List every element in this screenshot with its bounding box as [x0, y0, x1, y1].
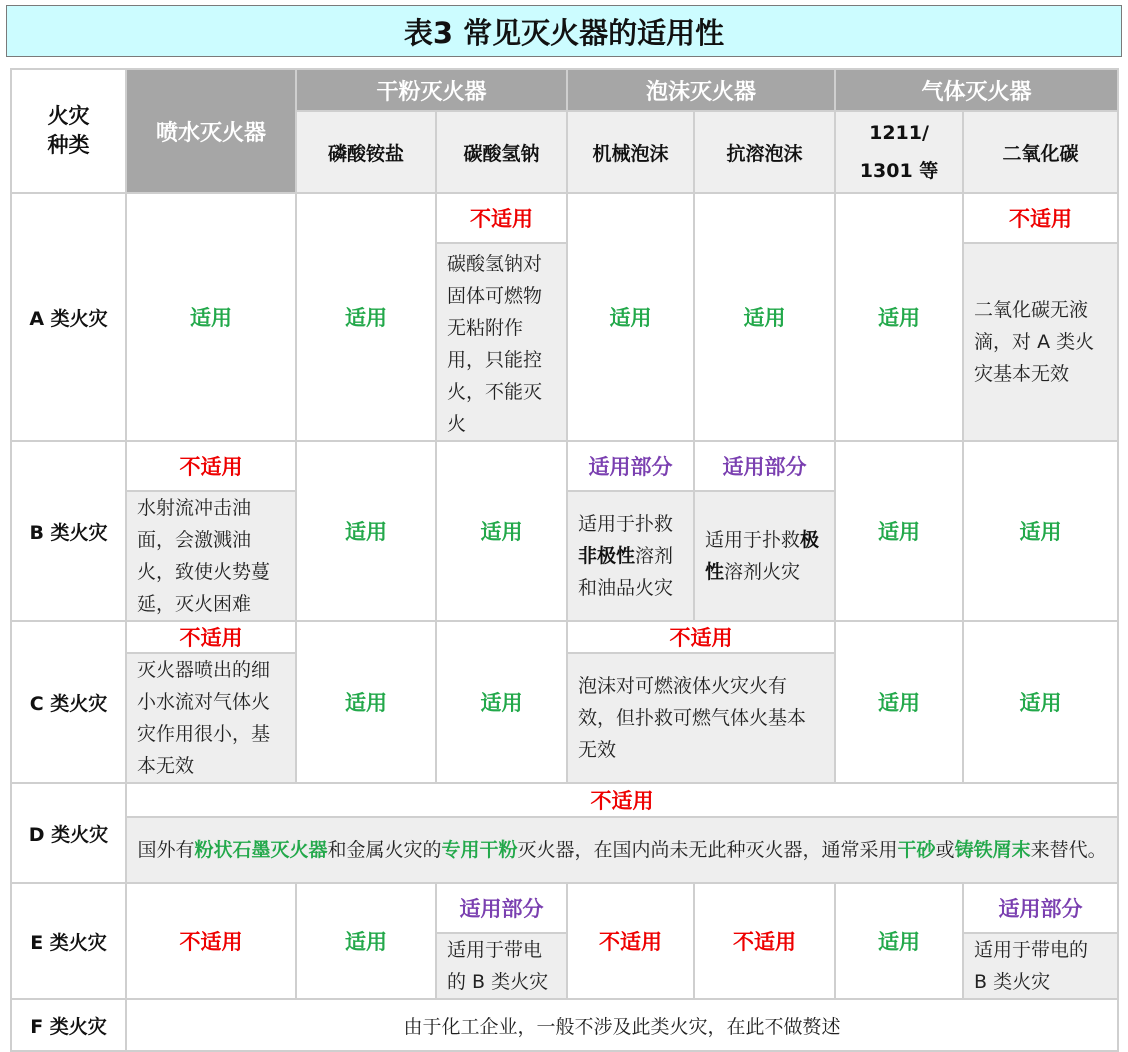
- b-anti-note-post: 溶剂火灾: [724, 561, 801, 583]
- b-mech-note-pre: 适用于扑救: [578, 513, 674, 535]
- header-foam: 泡沫灭火器: [567, 69, 835, 111]
- e-sodium-note: 适用于带电的 B 类火灾: [436, 933, 567, 999]
- a-co2: 不适用: [963, 193, 1118, 243]
- b-mechanical-foam: 适用部分: [567, 441, 694, 491]
- header-fire-type-line2: 种类: [47, 133, 90, 157]
- e-anti-foam: 不适用: [694, 883, 835, 999]
- a-sodium-note: 碳酸氢钠对固体可燃物无粘附作用，只能控火，不能灭火: [436, 243, 567, 441]
- table-title: 表3 常见灭火器的适用性: [6, 5, 1122, 57]
- b-ammonium: 适用: [296, 441, 436, 621]
- d-note-text-1: 国外有: [137, 839, 195, 861]
- b-mechanical-foam-note: [567, 491, 694, 621]
- b-halon: 适用: [835, 441, 963, 621]
- d-note-text-2: 和金属火灾的: [327, 839, 442, 861]
- header-fire-type-line1: 火灾: [47, 103, 90, 128]
- a-mechanical-foam: 适用: [567, 193, 694, 441]
- header-gas: 气体灭火器: [835, 69, 1118, 111]
- d-note-highlight-2: 专用干粉: [441, 839, 518, 861]
- header-alcohol-resistant-foam: 抗溶泡沫: [694, 111, 835, 193]
- e-water: 不适用: [126, 883, 296, 999]
- e-ammonium: 适用: [296, 883, 436, 999]
- header-fire-type: [11, 69, 126, 193]
- b-sodium: 适用: [436, 441, 567, 621]
- c-sodium: 适用: [436, 621, 567, 783]
- e-mechanical-foam: 不适用: [567, 883, 694, 999]
- c-foam-note: 泡沫对可燃液体火灾火有效，但扑救可燃气体火基本无效: [567, 653, 835, 783]
- row-label-f: F 类火灾: [11, 999, 126, 1051]
- d-status: 不适用: [126, 783, 1118, 817]
- e-co2-note: 适用于带电的 B 类火灾: [963, 933, 1118, 999]
- c-ammonium: 适用: [296, 621, 436, 783]
- d-note-text-4: 或: [935, 839, 955, 861]
- d-note-text-5: 来替代。: [1030, 839, 1107, 861]
- e-sodium: 适用部分: [436, 883, 567, 933]
- b-anti-note-pre: 适用于扑救: [705, 529, 801, 551]
- b-anti-foam: 适用部分: [694, 441, 835, 491]
- header-water-extinguisher: 喷水灭火器: [126, 69, 296, 193]
- header-halon-line2: 1301 等: [859, 160, 939, 182]
- c-water-note: 灭火器喷出的细小水流对气体火灾作用很小，基本无效: [126, 653, 296, 783]
- b-mech-note-bold: 非极性: [578, 545, 636, 567]
- c-co2: 适用: [963, 621, 1118, 783]
- b-mech-note-post: 溶剂和油品火灾: [578, 545, 674, 599]
- b-water: 不适用: [126, 441, 296, 491]
- b-anti-foam-note: [694, 491, 835, 621]
- header-mechanical-foam: 机械泡沫: [567, 111, 694, 193]
- header-dry-powder: 干粉灭火器: [296, 69, 567, 111]
- a-sodium: 不适用: [436, 193, 567, 243]
- d-note-highlight-3: 干砂: [897, 839, 936, 861]
- row-label-e: E 类火灾: [11, 883, 126, 999]
- d-note-highlight-1: 粉状石墨灭火器: [194, 839, 328, 861]
- d-note-highlight-4: 铸铁屑末: [954, 839, 1031, 861]
- e-co2: 适用部分: [963, 883, 1118, 933]
- a-ammonium: 适用: [296, 193, 436, 441]
- e-halon: 适用: [835, 883, 963, 999]
- header-co2: 二氧化碳: [963, 111, 1118, 193]
- row-label-d: D 类火灾: [11, 783, 126, 883]
- a-water: 适用: [126, 193, 296, 441]
- c-halon: 适用: [835, 621, 963, 783]
- header-halon-line1: 1211/: [869, 122, 929, 144]
- b-co2: 适用: [963, 441, 1118, 621]
- extinguisher-table: [10, 68, 1119, 1052]
- a-halon: 适用: [835, 193, 963, 441]
- d-note: [126, 817, 1118, 883]
- b-water-note: 水射流冲击油面，会激溅油火，致使火势蔓延，灭火困难: [126, 491, 296, 621]
- a-anti-foam: 适用: [694, 193, 835, 441]
- row-label-a: A 类火灾: [11, 193, 126, 441]
- d-note-text-3: 灭火器，在国内尚未无此种灭火器，通常采用: [517, 839, 898, 861]
- header-halon: [835, 111, 963, 193]
- a-co2-note: 二氧化碳无液滴，对 A 类火灾基本无效: [963, 243, 1118, 441]
- f-note: 由于化工企业，一般不涉及此类火灾，在此不做赘述: [126, 999, 1118, 1051]
- row-label-c: C 类火灾: [11, 621, 126, 783]
- b-anti-note-bold: 极性: [705, 529, 820, 583]
- c-water: 不适用: [126, 621, 296, 653]
- c-foam: 不适用: [567, 621, 835, 653]
- header-ammonium-phosphate: 磷酸铵盐: [296, 111, 436, 193]
- header-sodium-bicarbonate: 碳酸氢钠: [436, 111, 567, 193]
- row-label-b: B 类火灾: [11, 441, 126, 621]
